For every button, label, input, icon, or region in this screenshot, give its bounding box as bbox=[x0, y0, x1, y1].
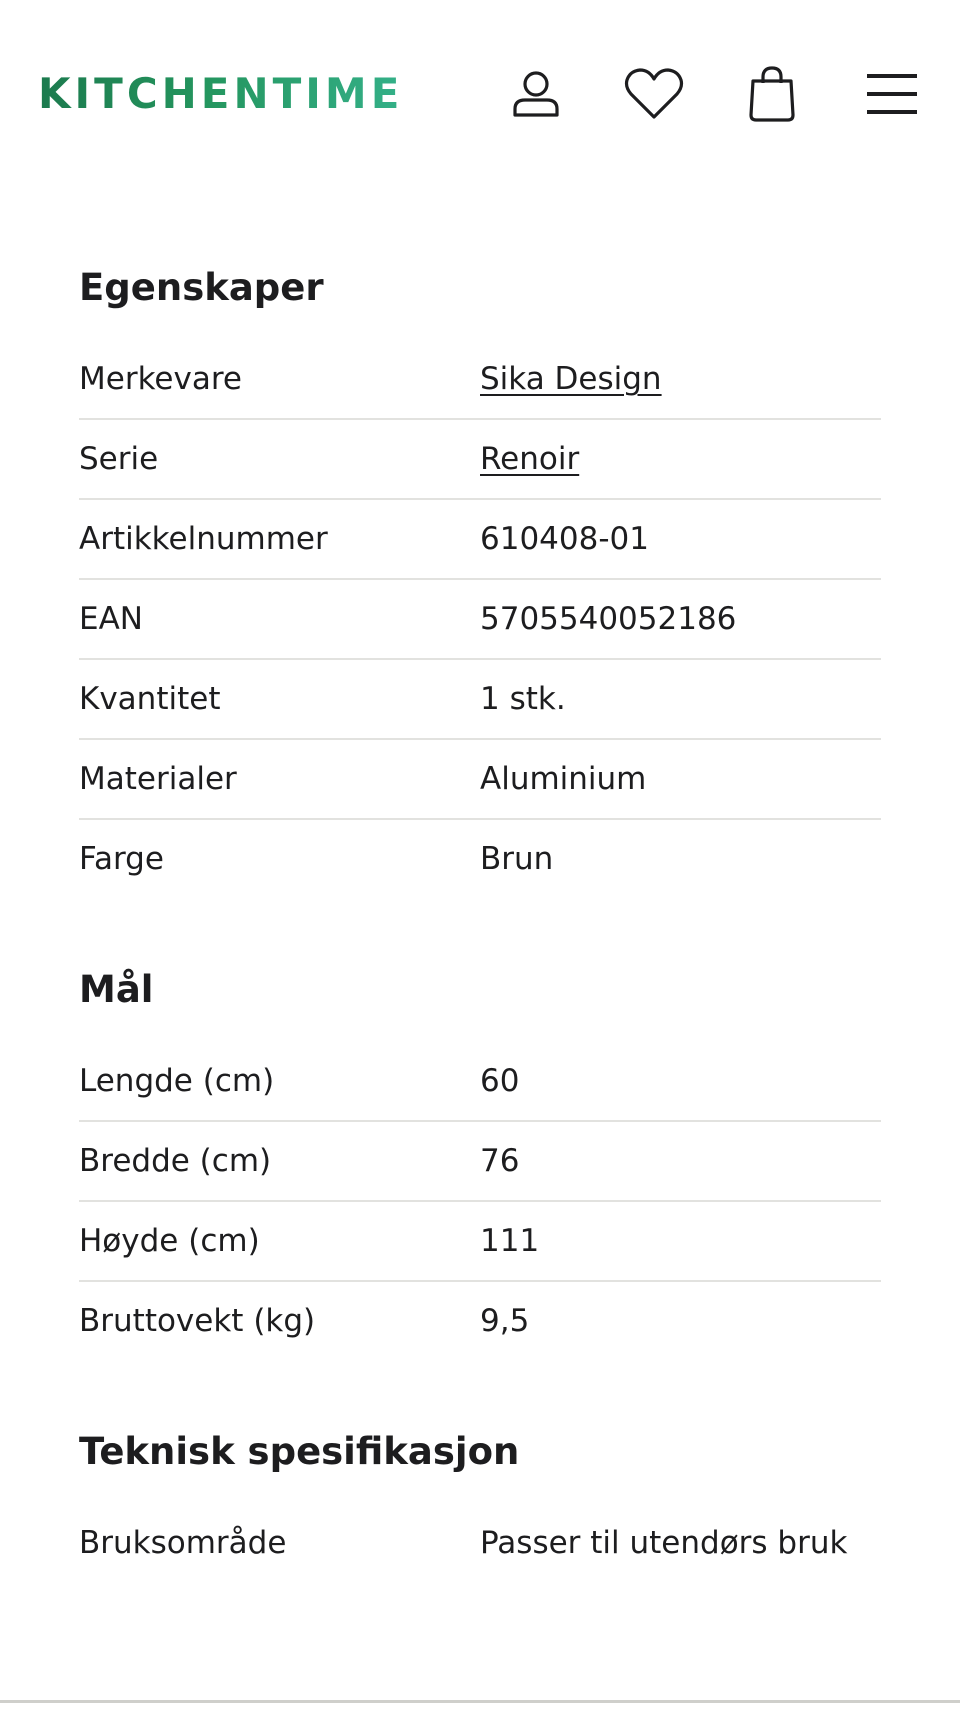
menu-button[interactable] bbox=[860, 62, 924, 126]
brand-link[interactable]: Sika Design bbox=[480, 361, 662, 397]
section-teknisk bbox=[79, 1412, 881, 1582]
menu-icon bbox=[867, 71, 917, 117]
heart-icon bbox=[624, 67, 684, 121]
row-label: Lengde (cm) bbox=[79, 1063, 275, 1099]
section-egenskaper bbox=[79, 248, 881, 898]
row-label: Farge bbox=[79, 841, 164, 877]
row-label: Kvantitet bbox=[79, 681, 221, 717]
table-row bbox=[79, 1122, 881, 1202]
row-label: Materialer bbox=[79, 761, 237, 797]
dimensions-table bbox=[79, 1042, 881, 1360]
cart-button[interactable] bbox=[740, 62, 804, 126]
shopping-bag-icon bbox=[747, 65, 797, 123]
table-row bbox=[79, 820, 881, 898]
row-label: Bruttovekt (kg) bbox=[79, 1303, 316, 1339]
row-label: Høyde (cm) bbox=[79, 1223, 260, 1259]
table-row bbox=[79, 580, 881, 660]
wishlist-button[interactable] bbox=[622, 62, 686, 126]
row-value: 9,5 bbox=[480, 1303, 530, 1339]
row-label: Bruksområde bbox=[79, 1525, 287, 1561]
row-value: 60 bbox=[480, 1063, 520, 1099]
row-value: 610408-01 bbox=[480, 521, 649, 557]
site-header bbox=[0, 0, 960, 190]
technical-table bbox=[79, 1504, 881, 1582]
row-value: 76 bbox=[480, 1143, 520, 1179]
row-label: EAN bbox=[79, 601, 143, 637]
row-value: Brun bbox=[480, 841, 554, 877]
row-value: Passer til utendørs bruk bbox=[480, 1525, 848, 1561]
row-label: Bredde (cm) bbox=[79, 1143, 272, 1179]
section-title: Egenskaper bbox=[79, 266, 324, 309]
section-maal bbox=[79, 950, 881, 1360]
row-label: Artikkelnummer bbox=[79, 521, 328, 557]
table-row bbox=[79, 340, 881, 420]
row-value: Aluminium bbox=[480, 761, 647, 797]
properties-table bbox=[79, 340, 881, 898]
table-row bbox=[79, 500, 881, 580]
account-button[interactable] bbox=[504, 62, 568, 126]
bottom-divider bbox=[0, 1700, 960, 1703]
row-value: 111 bbox=[480, 1223, 540, 1259]
row-value: 5705540052186 bbox=[480, 601, 737, 637]
product-properties bbox=[79, 248, 881, 1582]
table-row bbox=[79, 1282, 881, 1360]
user-icon bbox=[511, 69, 561, 119]
series-link[interactable]: Renoir bbox=[480, 441, 580, 477]
table-row bbox=[79, 420, 881, 500]
table-row bbox=[79, 1504, 881, 1582]
row-value: 1 stk. bbox=[480, 681, 566, 717]
row-label: Merkevare bbox=[79, 361, 242, 397]
table-row bbox=[79, 660, 881, 740]
section-title: Teknisk spesifikasjon bbox=[79, 1430, 520, 1473]
table-row bbox=[79, 1042, 881, 1122]
section-title: Mål bbox=[79, 968, 154, 1011]
table-row bbox=[79, 740, 881, 820]
row-label: Serie bbox=[79, 441, 159, 477]
table-row bbox=[79, 1202, 881, 1282]
kitchentime-logo[interactable]: KITCHENTIME bbox=[38, 66, 403, 122]
